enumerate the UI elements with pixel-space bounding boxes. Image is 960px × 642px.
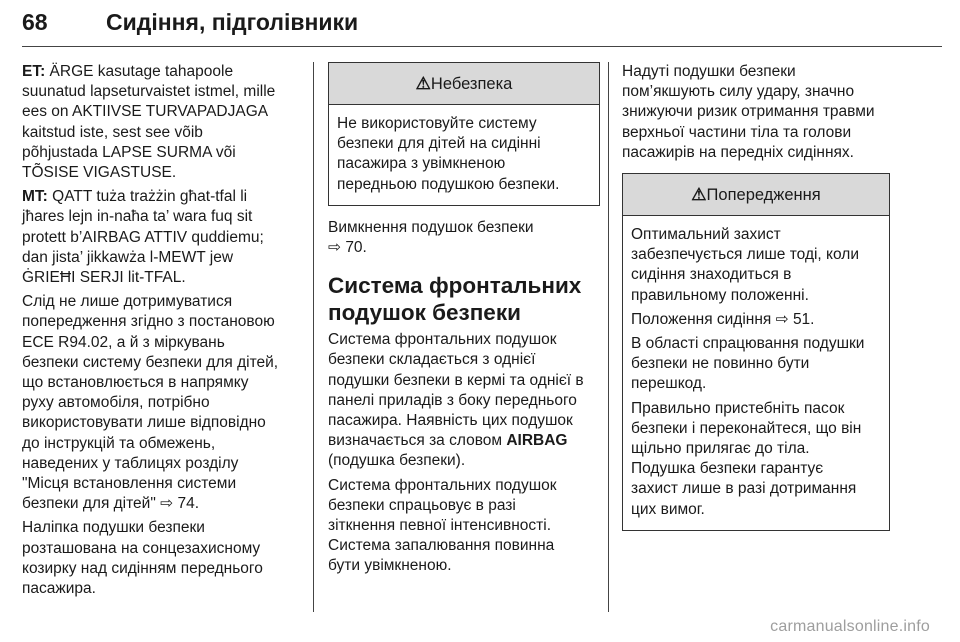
column-divider-right bbox=[608, 62, 609, 612]
page-title: Сидіння, підголівники bbox=[106, 9, 359, 35]
paragraph-sticker: Наліпка подушки безпеки розташована на сонцезахисному козирку над сидінням переднього пасажира. bbox=[22, 519, 263, 598]
paragraph-et-text: ÄRGE kasutage tahapoole suunatud lapseturvaistet istmel, mille ees on AKTIIVSE TURVAPADJAGA kaitstud iste, sest see võib põhjustada LAPSE SURMA või TÕSISE VIGASTUSE. bbox=[22, 63, 276, 182]
paragraph-ece-text: Слід не лише дотримуватися попередження згідно з постановою ECE R94.02, а й з міркувань безпеки систему безпеки для дітей, що встановлюється в напрямку руху автомобіля, потрібно використовувати лише відповідно до інструкцій та обмежень, наведених у таблицях розділу "Місця встановлення системи безпеки для дітей" bbox=[22, 293, 279, 513]
column-left bbox=[22, 62, 300, 603]
paragraph-ece-note bbox=[22, 292, 300, 514]
section-heading: Система фронтальних подушок безпеки bbox=[328, 273, 582, 326]
column-middle bbox=[328, 62, 600, 581]
paragraph-front-airbag-pre: Система фронтальних подушок безпеки складається з однієї подушки безпеки в кермі та однієї в панелі приладів з боку переднього пасажира. Наявність цих подушок визначається за словом bbox=[328, 331, 584, 450]
warning-seat-position-text: Положення сидіння bbox=[631, 310, 772, 328]
warning-triangle-icon: ⚠ bbox=[691, 185, 707, 205]
page-reference[interactable]: 74. bbox=[177, 495, 200, 513]
danger-box-header bbox=[329, 63, 599, 105]
warning-box-header bbox=[623, 174, 889, 216]
page-header bbox=[22, 6, 942, 47]
paragraph-et bbox=[22, 62, 300, 183]
warning-paragraph-seat-position bbox=[631, 310, 881, 330]
column-right bbox=[622, 62, 890, 543]
page-ref-arrow-icon: ⇨ bbox=[160, 495, 174, 513]
warning-box-body bbox=[623, 216, 889, 530]
page-reference[interactable]: 70. bbox=[345, 239, 367, 257]
danger-box-body bbox=[329, 105, 599, 205]
paragraph-mt-text: QATT tuża trażżin għat-tfal li jħares lejn in-naħa ta’ wara fuq sit protett b’AIRBAG ATTIV quddiemu; dan jista’ jikkawża l-MEWT jew ĠRIEĦI SERJI lit-TFAL. bbox=[22, 188, 264, 287]
warning-paragraph-seatbelt: Правильно пристебніть пасок безпеки і переконайтеся, що він щільно прилягає до тіла. Подушка безпеки гарантує захист лише в разі дотримання цих вимог. bbox=[631, 399, 862, 518]
paragraph-airbag-deactivation-text: Вимкнення подушок безпеки bbox=[328, 218, 534, 236]
page-ref-arrow-icon: ⇨ bbox=[328, 239, 341, 257]
paragraph-front-airbag-system bbox=[328, 330, 600, 471]
warning-triangle-icon: ⚠ bbox=[415, 74, 431, 93]
paragraph-mt bbox=[22, 187, 300, 288]
page-number: 68 bbox=[22, 9, 48, 35]
warning-box-title: Попередження bbox=[706, 186, 821, 205]
danger-box-title: Небезпека bbox=[430, 75, 513, 93]
paragraph-front-airbag-post: (подушка безпеки). bbox=[328, 452, 466, 470]
language-label-mt: MT: bbox=[22, 188, 48, 206]
page-ref-arrow-icon: ⇨ bbox=[775, 310, 789, 328]
paragraph-airbag-deactivation bbox=[328, 218, 600, 258]
paragraph-airbag-trigger: Система фронтальних подушок безпеки спрацьовує в разі зіткнення певної інтенсивності. Система запалювання повинна бути увімкненою. bbox=[328, 476, 557, 575]
warning-paragraph-protection: Оптимальний захист забезпечується лише тоді, коли сидіння знаходиться в правильному положенні. bbox=[631, 226, 859, 304]
warning-paragraph-obstacles: В області спрацювання подушки безпеки не повинно бути перешкод. bbox=[631, 335, 865, 393]
column-divider-left bbox=[313, 62, 314, 612]
danger-box bbox=[328, 62, 600, 206]
warning-box bbox=[622, 173, 890, 531]
airbag-keyword: AIRBAG bbox=[506, 432, 568, 450]
danger-box-text: Не використовуйте систему безпеки для дітей на сидінні пасажира з увімкненою передньою подушкою безпеки. bbox=[337, 115, 560, 193]
language-label-et: ET: bbox=[22, 63, 46, 80]
paragraph-inflated-airbags: Надуті подушки безпеки пом’якшують силу удару, значно знижуючи ризик отримання травми верхньої частини тіла та голови пасажирів на передніх сидіннях. bbox=[622, 63, 875, 161]
page-reference[interactable]: 51. bbox=[792, 310, 815, 328]
watermark: carmanualsonline.info bbox=[770, 618, 930, 635]
